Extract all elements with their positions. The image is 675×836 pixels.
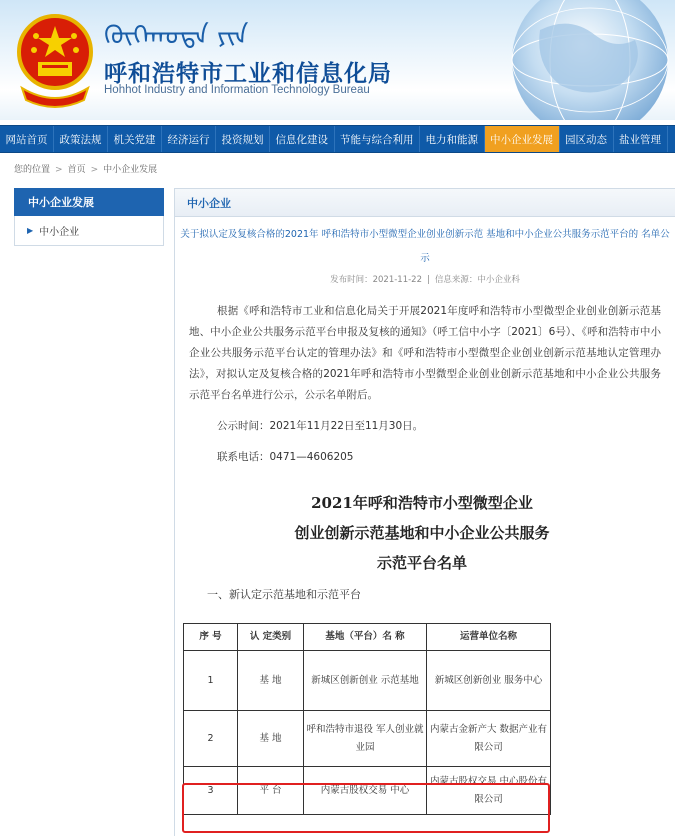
list-heading — [175, 488, 675, 578]
nav-item[interactable]: 政策法规 — [54, 126, 108, 152]
meta-separator: | — [427, 275, 430, 285]
table-header-cell: 序 号 — [184, 624, 238, 651]
article-meta — [175, 273, 675, 287]
national-emblem-icon — [14, 8, 96, 112]
row-type: 基 地 — [238, 711, 304, 767]
list-heading-line: 示范平台名单 — [376, 554, 467, 572]
breadcrumb-prefix: 您的位置 — [14, 165, 51, 175]
table-row — [184, 711, 551, 767]
breadcrumb — [14, 162, 157, 175]
table-row — [184, 651, 551, 711]
breadcrumb-home-link[interactable]: 首页 — [67, 165, 86, 175]
section-title: 中小企业 — [175, 189, 675, 217]
list-heading-line: 创业创新示范基地和中小企业公共服务 — [294, 524, 550, 542]
table-header-cell: 基地（平台）名 称 — [304, 624, 427, 651]
nav-item[interactable]: 投资规划 — [216, 126, 270, 152]
sidebar-item-sme[interactable] — [14, 216, 164, 246]
sidebar-title: 中小企业发展 — [14, 188, 164, 216]
table-header-cell: 认 定类别 — [238, 624, 304, 651]
article-panel — [174, 188, 675, 836]
nav-item[interactable]: 经济运行 — [162, 126, 216, 152]
row-number: 3 — [184, 767, 238, 815]
triangle-right-icon: ▶ — [27, 226, 34, 235]
nav-item[interactable]: 园区动态 — [560, 126, 614, 152]
table-header-cell: 运营单位名称 — [427, 624, 551, 651]
nav-item[interactable]: 电力和能源 — [420, 126, 485, 152]
list-heading-line: 2021年呼和浩特市小型微型企业 — [311, 494, 533, 512]
row-number: 2 — [184, 711, 238, 767]
publish-date: 发布时间：2021-11-22 — [330, 275, 422, 285]
nav-item[interactable]: 盐业管理 — [614, 126, 668, 152]
row-type: 平 台 — [238, 767, 304, 815]
sidebar-item-label: 中小企业 — [39, 227, 80, 238]
nav-item[interactable]: 机关党建 — [108, 126, 162, 152]
breadcrumb-separator: > — [90, 165, 99, 175]
row-name: 呼和浩特市退役 军人创业就业园 — [304, 711, 427, 767]
table-row — [184, 767, 551, 815]
table-header-row — [184, 624, 551, 651]
row-name: 内蒙古股权交易 中心 — [304, 767, 427, 815]
row-name: 新城区创新创业 示范基地 — [304, 651, 427, 711]
nav-item[interactable]: 节能与综合利用 — [335, 126, 421, 152]
article-title: 关于拟认定及复核合格的2021年 呼和浩特市小型微型企业创业创新示范 基地和中小企业公共服务示范平台的 名单公示 — [180, 229, 670, 264]
row-number: 1 — [184, 651, 238, 711]
nav-item[interactable]: 中小企业发展 — [485, 126, 560, 152]
section-one-title: 一、新认定示范基地和示范平台 — [207, 588, 361, 601]
row-operator: 内蒙古股权交易 中心股份有限公司 — [427, 767, 551, 815]
row-type: 基 地 — [238, 651, 304, 711]
mongolian-script-title: ᠬᠥᠬᠡᠬᠣᠲᠠ ᠶᠢᠨ — [104, 21, 249, 51]
site-title: 呼和浩特市工业和信息化局 — [104, 61, 392, 87]
notice-period: 公示时间：2021年11月22日至11月30日。 — [217, 420, 424, 432]
nav-item[interactable]: 网站首页 — [0, 126, 54, 152]
article-paragraph: 根据《呼和浩特市工业和信息化局关于开展2021年度呼和浩特市小型微型企业创业创新示范基地、中小企业公共服务示范平台申报及复核的通知》（呼工信中小字〔2021〕6号）、《呼和浩特市中小企业公共服务示范平台认定的管理办法》和《呼和浩特市小型微型企业创业创新示范基地认定管理办法》，对拟认定及复核合格的2021年呼和浩特市小型微型企业创业创新示范基地和中小企业公共服务示范平台名单进行公示，公示名单附后。 — [189, 305, 661, 401]
breadcrumb-current: 中小企业发展 — [103, 165, 158, 175]
site-subtitle: Hohhot Industry and Information Technology Bureau — [104, 84, 370, 96]
breadcrumb-separator: > — [55, 165, 63, 175]
contact-phone: 联系电话：0471—4606205 — [217, 451, 354, 463]
main-nav — [0, 125, 675, 153]
globe-graphic-icon — [420, 0, 675, 120]
row-operator: 新城区创新创业 服务中心 — [427, 651, 551, 711]
header-banner — [0, 0, 675, 120]
list-table — [183, 623, 551, 815]
row-operator: 内蒙古金新产大 数据产业有限公司 — [427, 711, 551, 767]
info-source: 信息来源：中小企业科 — [434, 275, 520, 285]
sidebar — [14, 188, 164, 246]
nav-item[interactable]: 信息化建设 — [270, 126, 335, 152]
